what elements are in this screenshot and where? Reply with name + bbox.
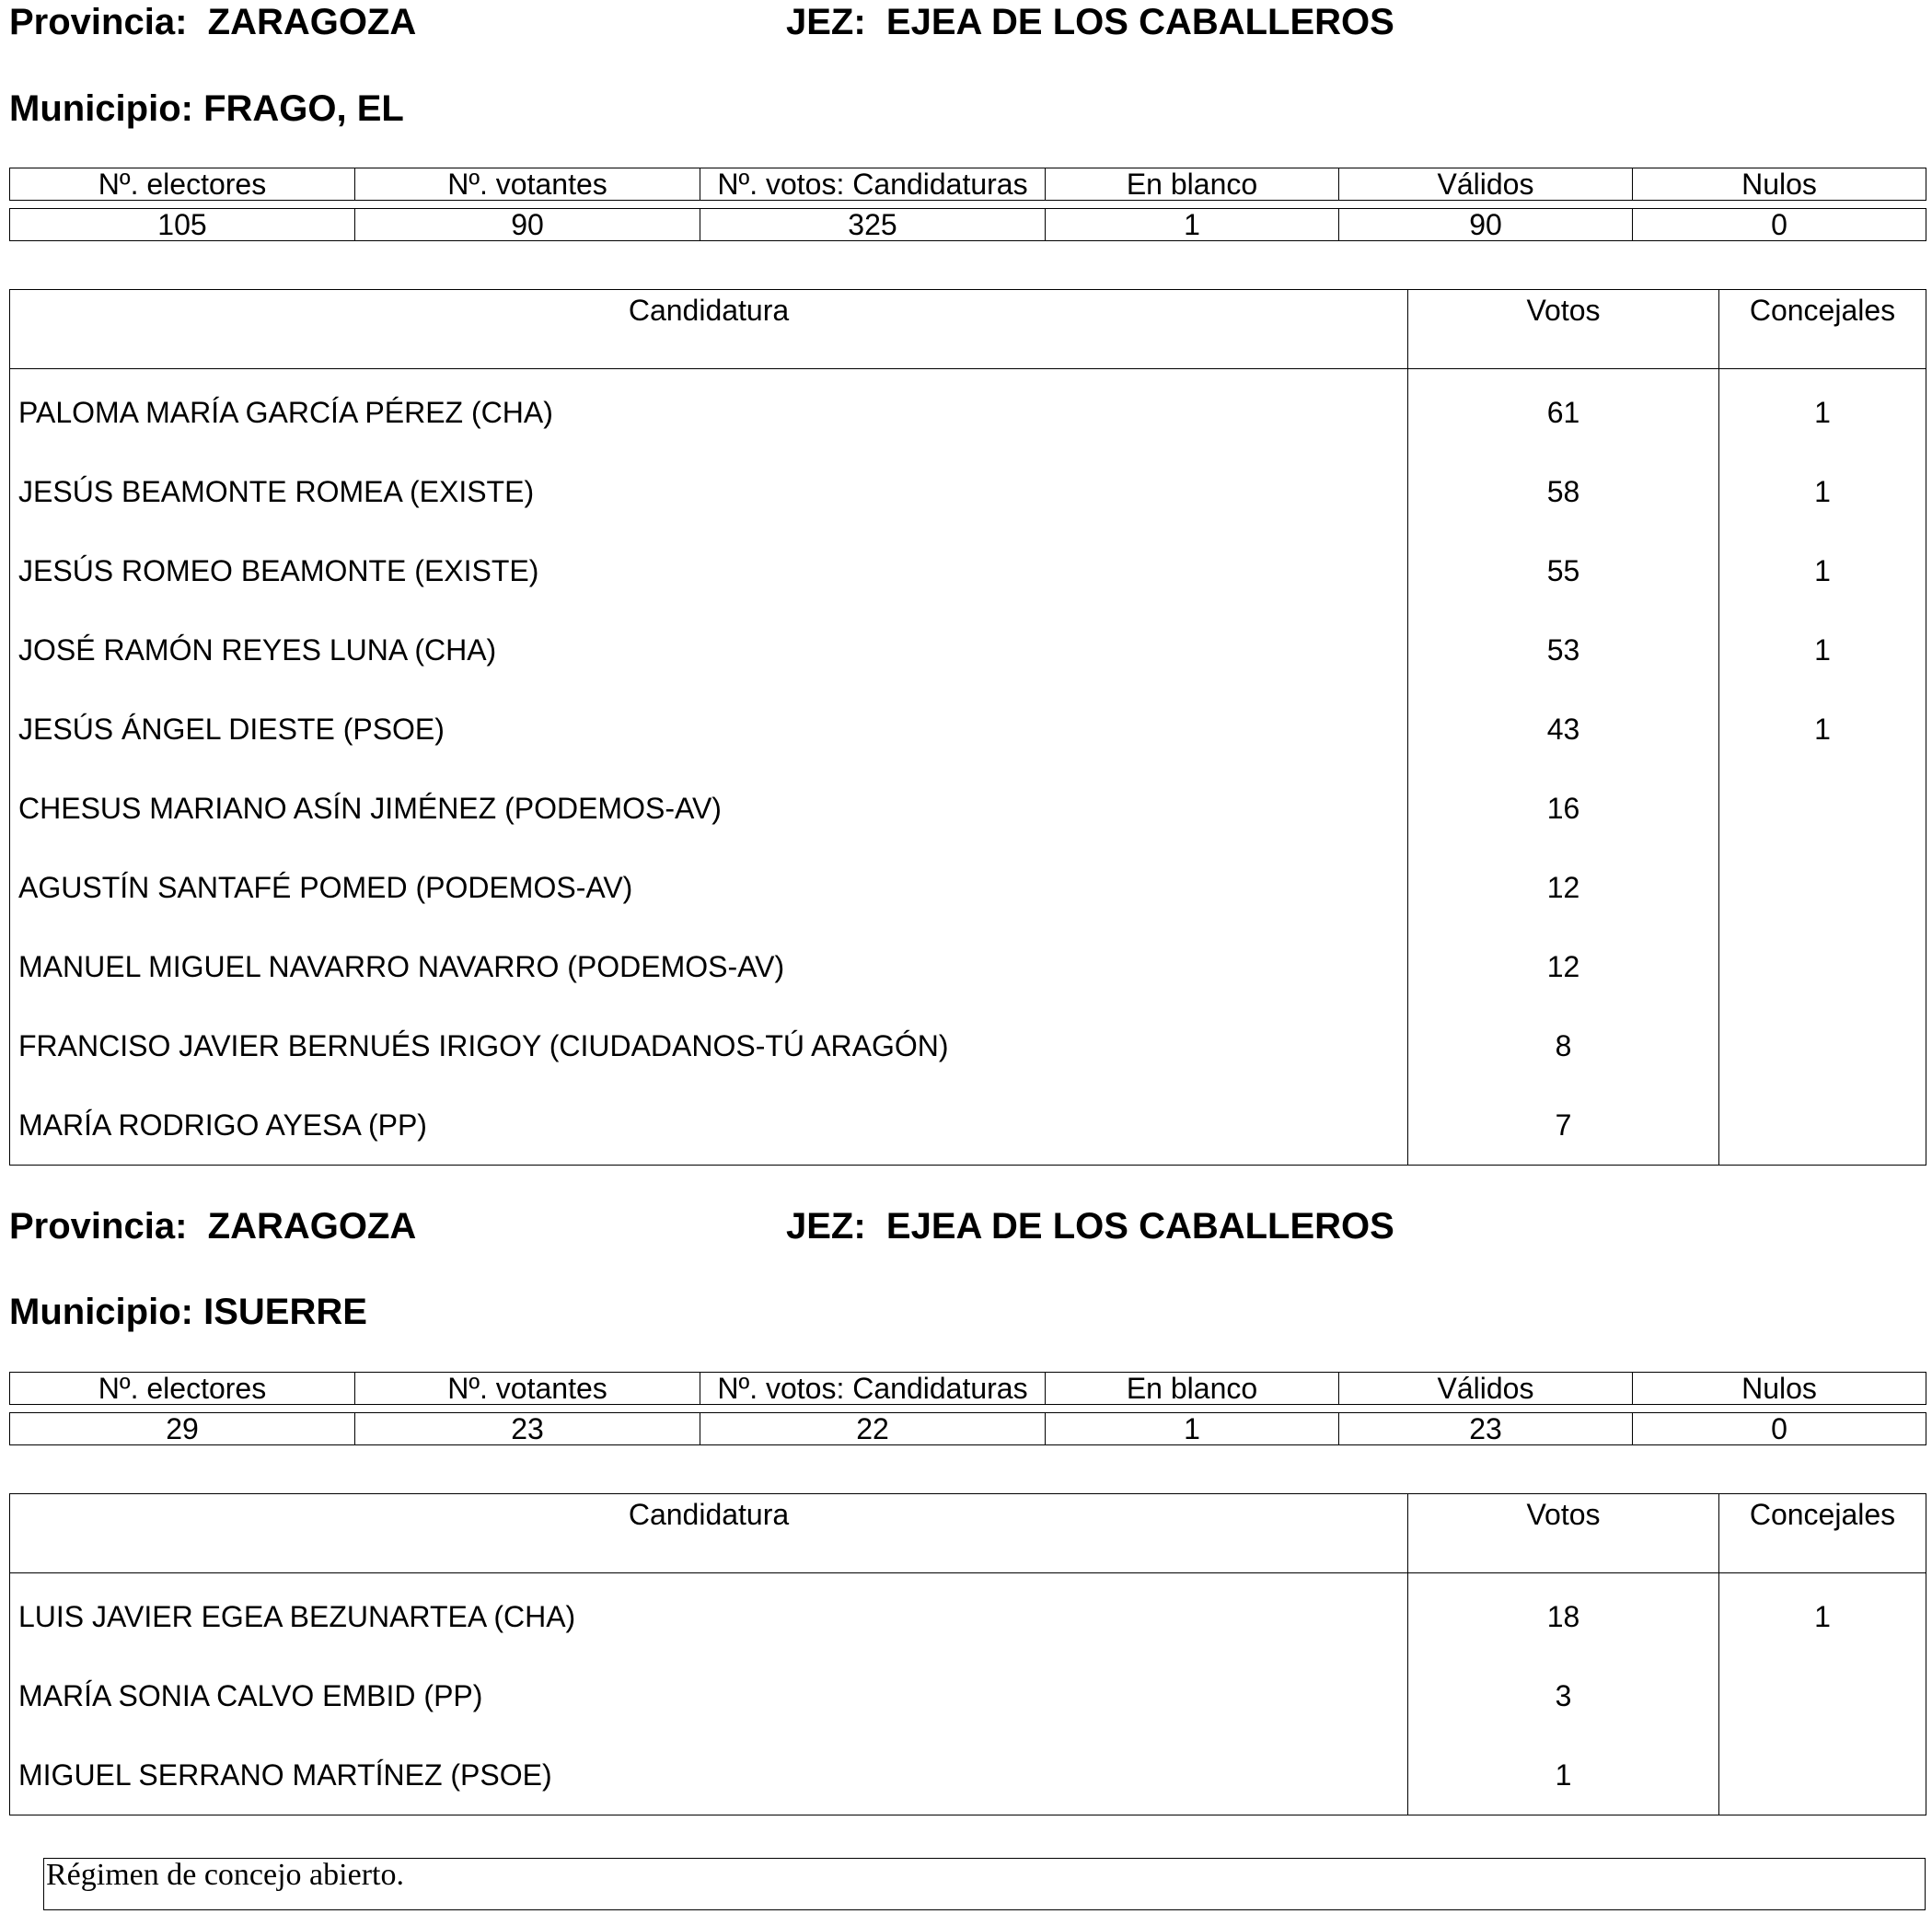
table-row — [10, 1006, 1926, 1085]
candidate-concejales — [1719, 848, 1926, 927]
candidates-table-2 — [9, 1493, 1926, 1815]
stats-header-votantes: Nº. votantes — [355, 1373, 700, 1405]
municipio-heading-2 — [9, 1290, 367, 1334]
candidate-concejales — [1719, 927, 1926, 1006]
candidate-concejales — [1719, 1085, 1926, 1166]
candidate-name: JESÚS ÁNGEL DIESTE (PSOE) — [10, 690, 1408, 769]
table-row — [10, 1735, 1926, 1815]
candidate-concejales: 1 — [1719, 690, 1926, 769]
candidate-concejales — [1719, 1006, 1926, 1085]
candidate-concejales — [1719, 769, 1926, 848]
stats-header-votantes: Nº. votantes — [355, 168, 700, 201]
candidate-votos: 12 — [1408, 927, 1719, 1006]
col-header-concejales: Concejales — [1719, 1494, 1926, 1573]
stats-header-table-1 — [9, 168, 1926, 201]
table-row — [10, 452, 1926, 531]
col-header-concejales: Concejales — [1719, 290, 1926, 369]
candidate-concejales: 1 — [1719, 1573, 1926, 1657]
candidate-votos: 3 — [1408, 1656, 1719, 1735]
jez-value: EJEA DE LOS CABALLEROS — [885, 2, 1394, 42]
candidate-votos: 61 — [1408, 369, 1719, 453]
stats-header-votos-candidaturas: Nº. votos: Candidaturas — [700, 168, 1046, 201]
stats-values-table-1 — [9, 208, 1926, 241]
candidate-votos: 43 — [1408, 690, 1719, 769]
col-header-candidatura: Candidatura — [10, 1494, 1408, 1573]
candidate-name: MARÍA RODRIGO AYESA (PP) — [10, 1085, 1408, 1166]
candidate-votos: 18 — [1408, 1573, 1719, 1657]
stats-header-nulos: Nulos — [1633, 1373, 1926, 1405]
candidate-name: MARÍA SONIA CALVO EMBID (PP) — [10, 1656, 1408, 1735]
stats-value-validos: 23 — [1339, 1413, 1633, 1445]
provincia-label: Provincia: — [9, 2, 188, 42]
provincia-value: ZARAGOZA — [207, 2, 417, 42]
stats-header-validos: Válidos — [1339, 168, 1633, 201]
table-row — [10, 769, 1926, 848]
stats-value-validos: 90 — [1339, 209, 1633, 241]
col-header-votos: Votos — [1408, 1494, 1719, 1573]
candidate-votos: 58 — [1408, 452, 1719, 531]
municipio-value: FRAGO, EL — [203, 88, 404, 129]
table-row — [10, 610, 1926, 690]
candidate-name: FRANCISO JAVIER BERNUÉS IRIGOY (CIUDADANOS-TÚ ARAGÓN) — [10, 1006, 1408, 1085]
stats-value-nulos: 0 — [1633, 209, 1926, 241]
stats-header-en-blanco: En blanco — [1046, 168, 1339, 201]
candidate-concejales: 1 — [1719, 369, 1926, 453]
table-row — [10, 1085, 1926, 1166]
provincia-heading-1 — [9, 0, 416, 44]
candidate-name: AGUSTÍN SANTAFÉ POMED (PODEMOS-AV) — [10, 848, 1408, 927]
stats-value-nulos: 0 — [1633, 1413, 1926, 1445]
jez-heading-1 — [786, 0, 1394, 44]
candidate-votos: 7 — [1408, 1085, 1719, 1166]
stats-header-nulos: Nulos — [1633, 168, 1926, 201]
stats-header-table-2 — [9, 1372, 1926, 1405]
stats-value-votos-candidaturas: 325 — [700, 209, 1046, 241]
candidates-table-1 — [9, 289, 1926, 1166]
table-row — [10, 927, 1926, 1006]
stats-header-electores: Nº. electores — [10, 168, 355, 201]
candidate-concejales — [1719, 1656, 1926, 1735]
stats-header-en-blanco: En blanco — [1046, 1373, 1339, 1405]
stats-values-table-2 — [9, 1412, 1926, 1445]
stats-value-votantes: 23 — [355, 1413, 700, 1445]
col-header-candidatura: Candidatura — [10, 290, 1408, 369]
stats-value-electores: 29 — [10, 1413, 355, 1445]
jez-label: JEZ: — [786, 2, 866, 42]
table-row — [10, 531, 1926, 610]
candidate-concejales — [1719, 1735, 1926, 1815]
stats-header-electores: Nº. electores — [10, 1373, 355, 1405]
jez-value: EJEA DE LOS CABALLEROS — [885, 1206, 1394, 1247]
candidate-name: PALOMA MARÍA GARCÍA PÉREZ (CHA) — [10, 369, 1408, 453]
candidate-name: LUIS JAVIER EGEA BEZUNARTEA (CHA) — [10, 1573, 1408, 1657]
candidate-votos: 1 — [1408, 1735, 1719, 1815]
table-row — [10, 690, 1926, 769]
candidate-votos: 55 — [1408, 531, 1719, 610]
note-box: Régimen de concejo abierto. — [43, 1858, 1926, 1910]
stats-value-en-blanco: 1 — [1046, 1413, 1339, 1445]
candidate-name: MIGUEL SERRANO MARTÍNEZ (PSOE) — [10, 1735, 1408, 1815]
table-row — [10, 1656, 1926, 1735]
candidate-votos: 8 — [1408, 1006, 1719, 1085]
candidate-concejales: 1 — [1719, 531, 1926, 610]
jez-heading-2 — [786, 1204, 1394, 1248]
stats-value-electores: 105 — [10, 209, 355, 241]
municipio-value: ISUERRE — [203, 1292, 367, 1332]
candidate-concejales: 1 — [1719, 452, 1926, 531]
candidate-concejales: 1 — [1719, 610, 1926, 690]
col-header-votos: Votos — [1408, 290, 1719, 369]
municipio-label: Municipio: — [9, 1292, 193, 1332]
stats-value-votantes: 90 — [355, 209, 700, 241]
provincia-label: Provincia: — [9, 1206, 188, 1247]
candidate-votos: 16 — [1408, 769, 1719, 848]
candidate-votos: 53 — [1408, 610, 1719, 690]
municipio-label: Municipio: — [9, 88, 193, 129]
table-row — [10, 1573, 1926, 1657]
stats-header-votos-candidaturas: Nº. votos: Candidaturas — [700, 1373, 1046, 1405]
stats-value-votos-candidaturas: 22 — [700, 1413, 1046, 1445]
candidate-name: JOSÉ RAMÓN REYES LUNA (CHA) — [10, 610, 1408, 690]
candidate-name: JESÚS BEAMONTE ROMEA (EXISTE) — [10, 452, 1408, 531]
stats-header-validos: Válidos — [1339, 1373, 1633, 1405]
candidate-name: JESÚS ROMEO BEAMONTE (EXISTE) — [10, 531, 1408, 610]
candidate-name: CHESUS MARIANO ASÍN JIMÉNEZ (PODEMOS-AV) — [10, 769, 1408, 848]
candidate-name: MANUEL MIGUEL NAVARRO NAVARRO (PODEMOS-AV) — [10, 927, 1408, 1006]
candidate-votos: 12 — [1408, 848, 1719, 927]
jez-label: JEZ: — [786, 1206, 866, 1247]
provincia-heading-2 — [9, 1204, 416, 1248]
provincia-value: ZARAGOZA — [207, 1206, 417, 1247]
table-row — [10, 369, 1926, 453]
stats-value-en-blanco: 1 — [1046, 209, 1339, 241]
table-row — [10, 848, 1926, 927]
municipio-heading-1 — [9, 87, 404, 131]
